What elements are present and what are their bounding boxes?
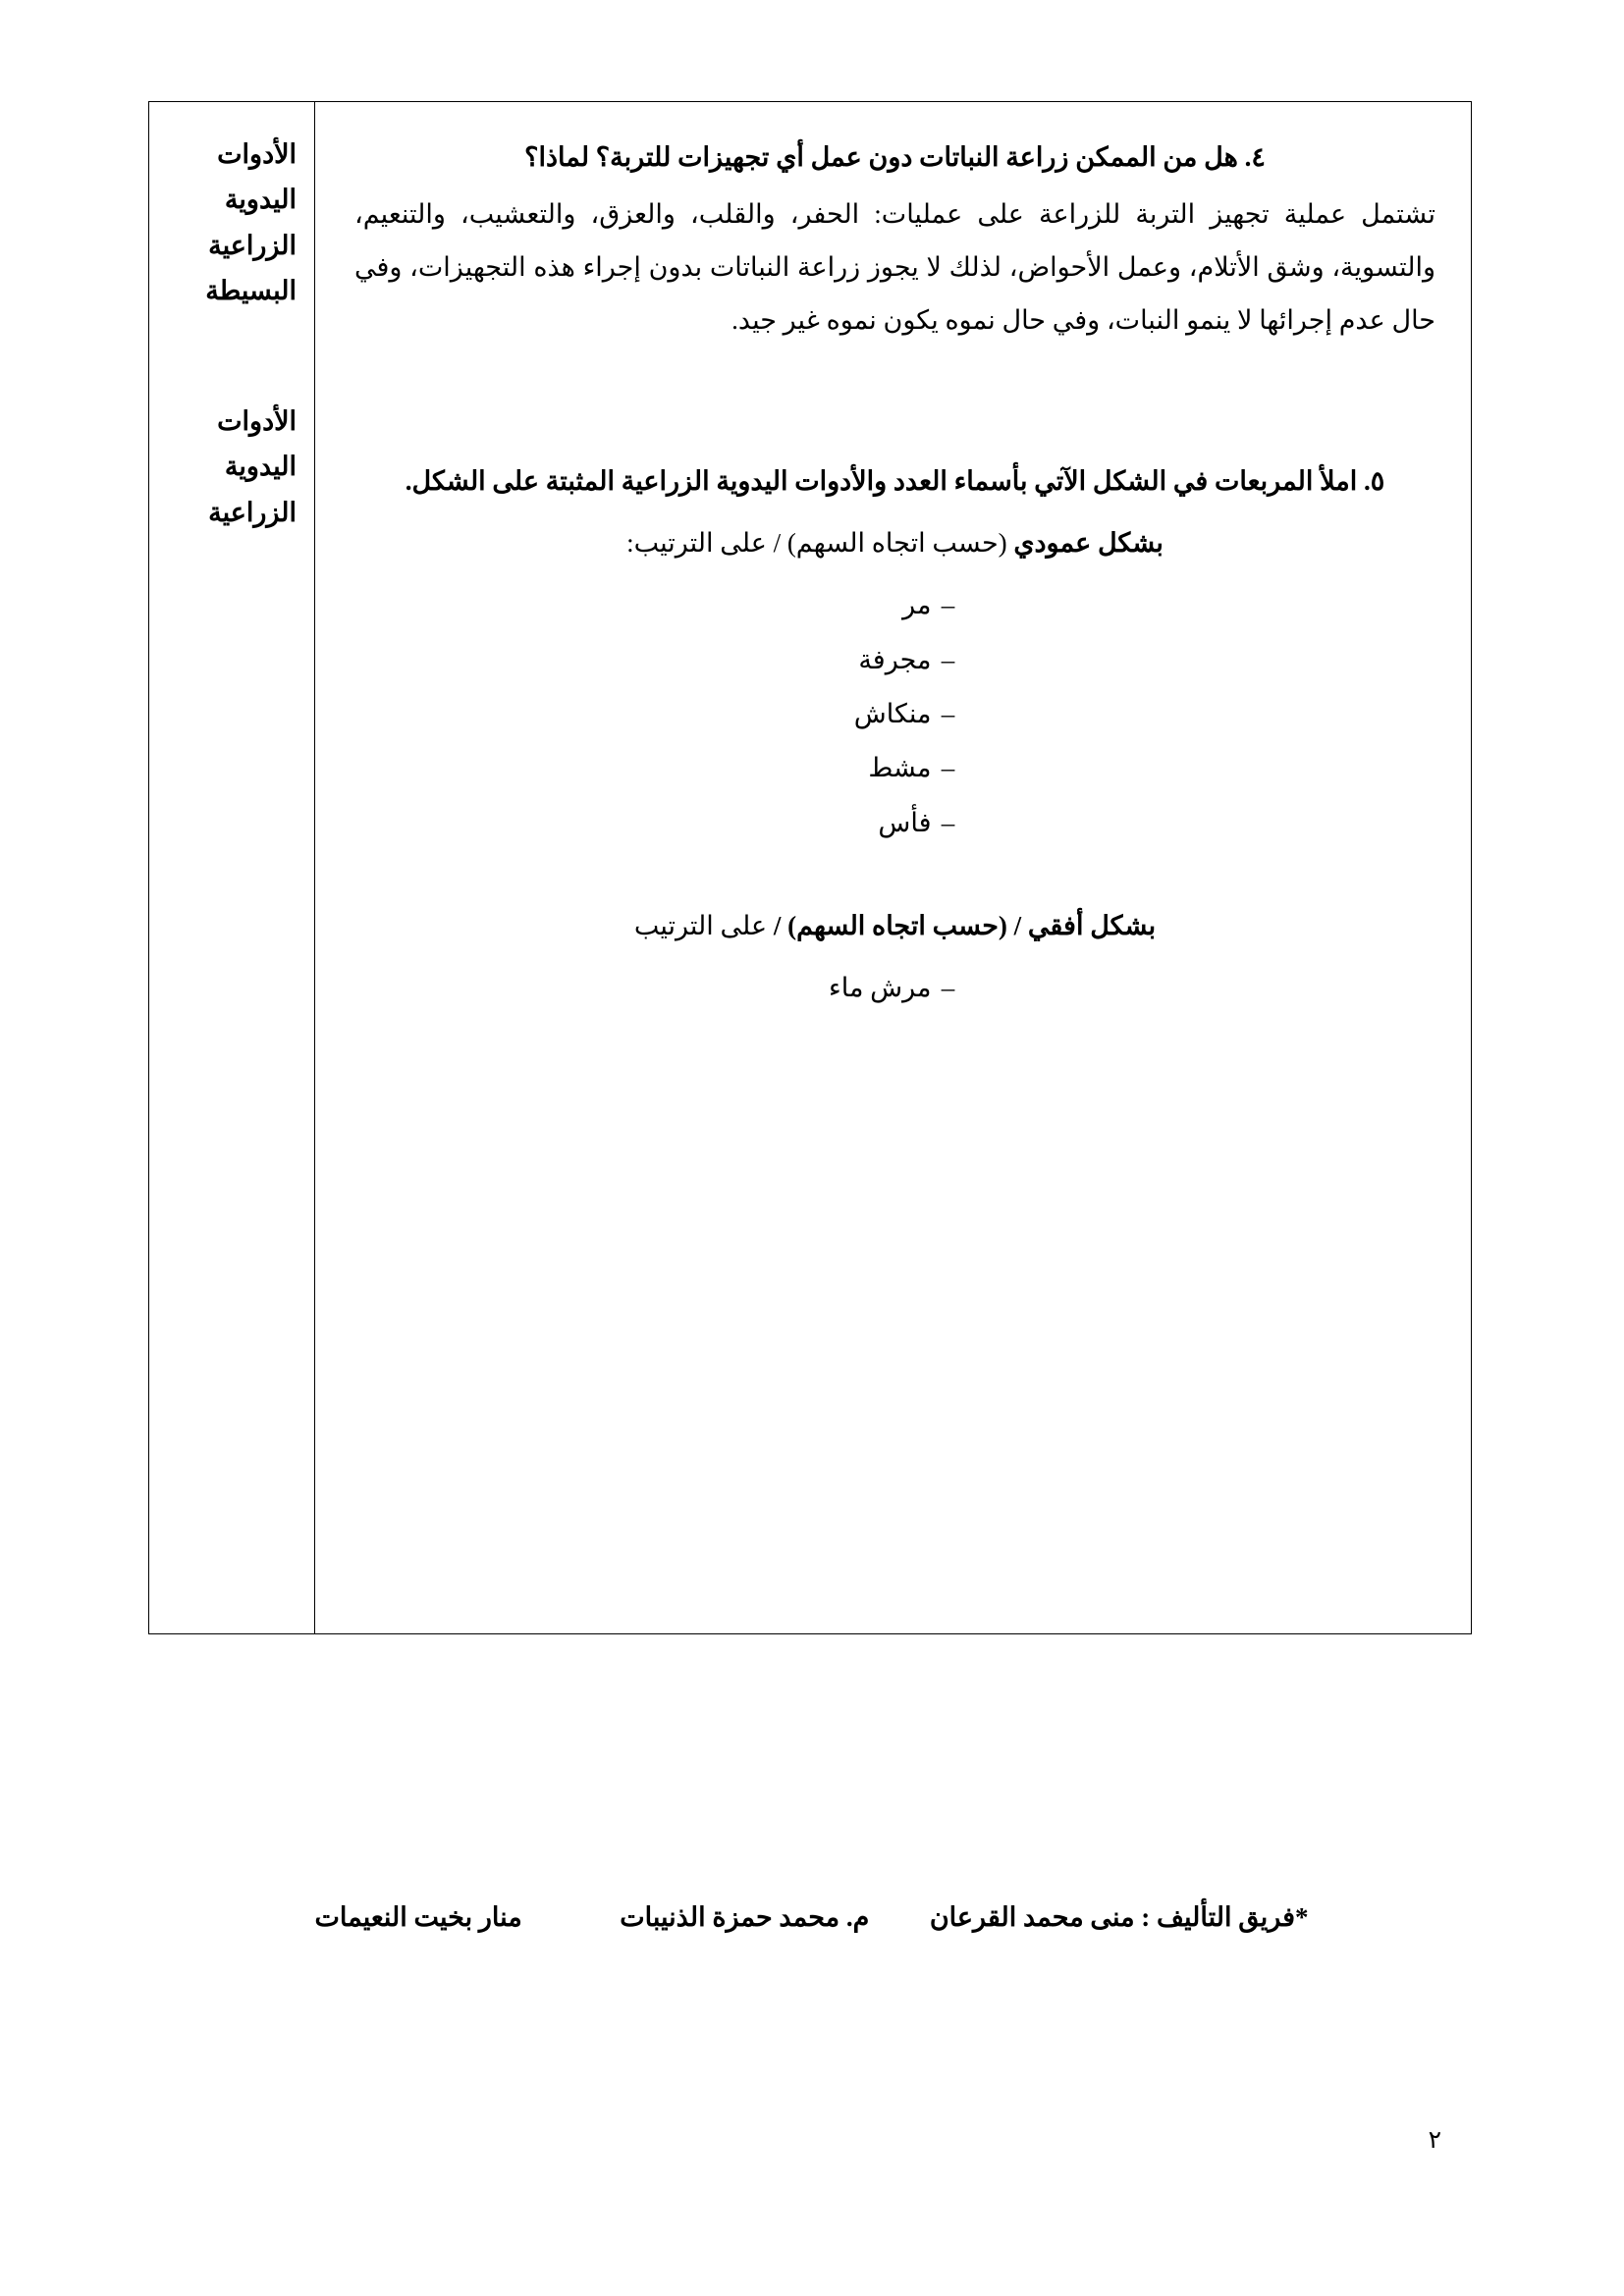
horizontal-heading <box>345 901 1445 951</box>
vertical-items-list <box>345 578 1445 850</box>
page-number: ٢ <box>1428 2127 1441 2154</box>
list-item-label: منكاش <box>853 698 932 728</box>
list-item-label: فأس <box>878 807 932 837</box>
table-row <box>149 102 1472 1634</box>
question-5-text: املأ المربعات في الشكل الآتي بأسماء العدد والأدوات اليدوية الزراعية المثبتة على الشكل. <box>405 465 1358 496</box>
label-line: اليدوية <box>224 185 297 215</box>
list-item <box>345 578 1445 632</box>
label-line: الأدوات <box>217 405 297 436</box>
dash-marker: – <box>941 644 955 674</box>
question-4-title <box>345 132 1445 184</box>
label-line: البسيطة <box>205 276 297 306</box>
content-table <box>148 101 1472 1634</box>
question-4-answer: تشتمل عملية تجهيز التربة للزراعة على عمليات: الحفر، والقلب، والعزق، والتعشيب، والتنعيم، والتسوية، وشق الأتلام، وعمل الأحواض، لذلك لا يجوز زراعة النباتات بدون إجراء هذه التجهيزات، وفي حال عدم إجرائها لا ينمو النبات، وفي حال نموه يكون نموه غير جيد. <box>354 198 1435 335</box>
question-4-number: ٤. <box>1244 142 1266 172</box>
vertical-heading <box>345 518 1445 568</box>
list-item-label: مجرفة <box>858 644 932 674</box>
question-4-text: هل من الممكن زراعة النباتات دون عمل أي تجهيزات للتربة؟ لماذا؟ <box>524 142 1238 172</box>
label-line: اليدوية <box>224 452 297 482</box>
label-line: الأدوات <box>217 139 297 169</box>
list-item <box>345 796 1445 850</box>
list-item <box>345 741 1445 795</box>
label-line: الزراعية <box>208 497 297 527</box>
vertical-heading-rest: (حسب اتجاه السهم) / على الترتيب: <box>626 527 1007 558</box>
dash-marker: – <box>941 590 955 620</box>
label-line: الزراعية <box>208 230 297 260</box>
horizontal-heading-rest: على الترتيب <box>633 910 768 940</box>
authors-label: *فريق التأليف : منى محمد القرعان <box>929 1902 1309 1932</box>
table-cell-content <box>315 102 1472 1634</box>
question-5-number: ٥. <box>1363 465 1385 496</box>
horizontal-items-list <box>345 961 1445 1015</box>
question-5-title <box>345 456 1445 507</box>
question-4 <box>345 132 1445 347</box>
author-2: م. محمد حمزة الذنيبات <box>620 1902 870 1932</box>
list-item <box>345 687 1445 741</box>
dash-marker: – <box>941 698 955 728</box>
question-5 <box>345 456 1445 1016</box>
spacer <box>345 347 1445 456</box>
table-cell-label <box>149 102 315 1634</box>
authors-line <box>151 1902 1472 1933</box>
spacer <box>159 314 297 399</box>
dash-marker: – <box>941 753 955 783</box>
list-item <box>345 961 1445 1015</box>
list-item-label: مشط <box>868 753 932 783</box>
author-3: منار بخيت النعيمات <box>314 1902 522 1932</box>
dash-marker: – <box>941 807 955 837</box>
list-item-label: مرش ماء <box>829 973 932 1003</box>
label-group-1 <box>159 132 297 314</box>
list-item <box>345 633 1445 687</box>
vertical-heading-bold: بشكل عمودي <box>1013 527 1164 558</box>
horizontal-heading-bold: بشكل أفقي / (حسب اتجاه السهم) / <box>773 910 1157 940</box>
list-item-label: مر <box>902 590 932 620</box>
spacer <box>345 850 1445 889</box>
label-group-2 <box>159 399 297 535</box>
dash-marker: – <box>941 973 955 1003</box>
